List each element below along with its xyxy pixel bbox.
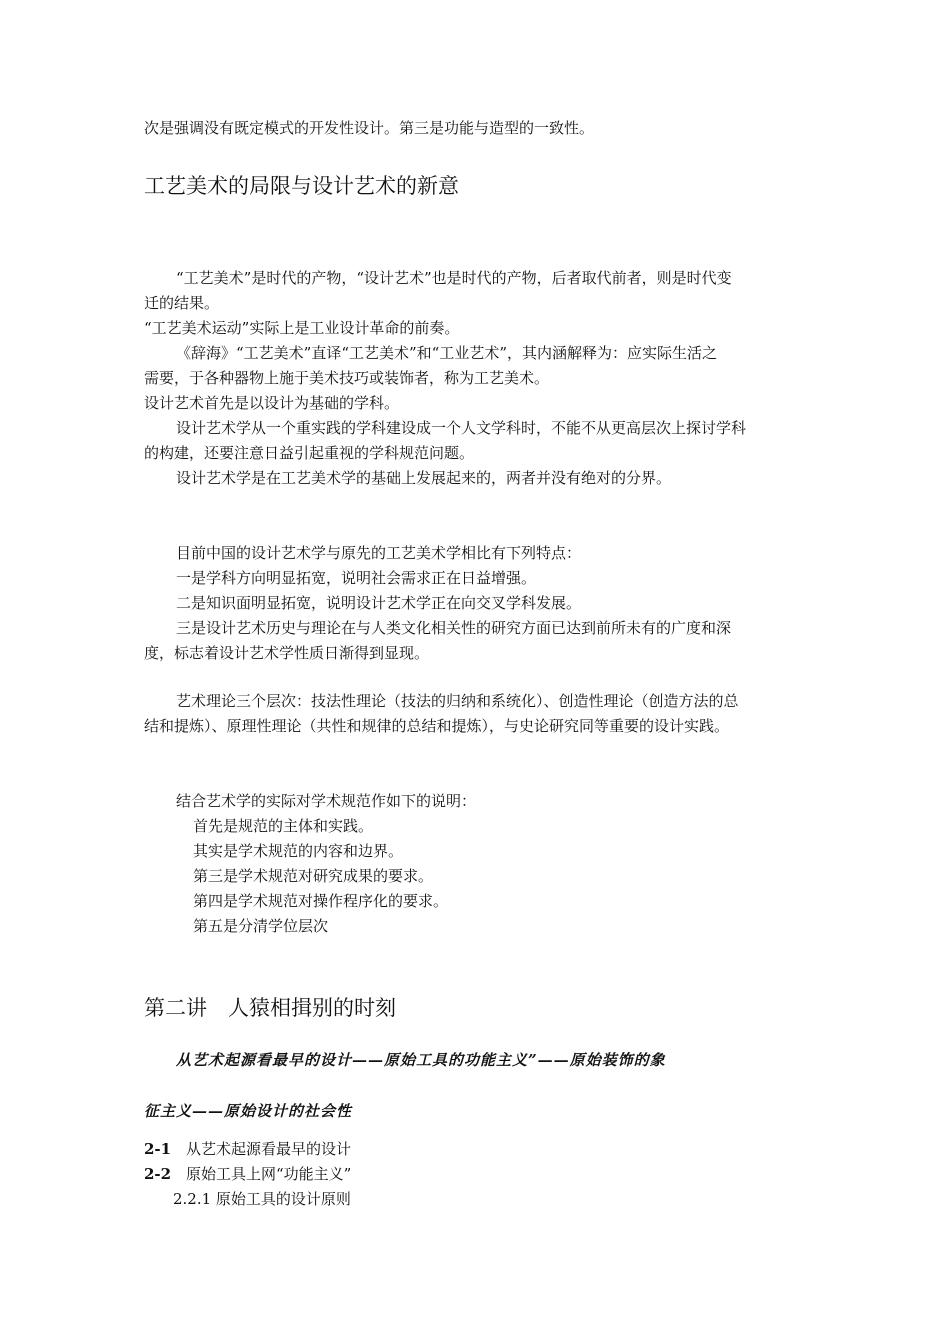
body-line: 《辞海》“工艺美术”直译“工艺美术”和“工业艺术”，其内涵解释为：应实际生活之	[176, 344, 718, 362]
list-item: 第五是分清学位层次	[193, 917, 329, 935]
body-line: 次是强调没有既定模式的开发性设计。第三是功能与造型的一致性。	[144, 119, 595, 137]
body-line: 迁的结果。	[144, 294, 220, 312]
body-line: 设计艺术学是在工艺美术学的基础上发展起来的，两者并没有绝对的分界。	[176, 469, 672, 487]
body-line: 艺术理论三个层次：技法性理论（技法的归纳和系统化）、创造性理论（创造方法的总	[176, 692, 739, 710]
list-item: 首先是规范的主体和实践。	[193, 817, 374, 835]
lecture-subtitle-continued: 征主义——原始设计的社会性	[144, 1102, 353, 1120]
body-line: 设计艺术学从一个重实践的学科建设成一个人文学科时，不能不从更高层次上探讨学科	[176, 419, 747, 437]
toc-subentry: 2.2.1 原始工具的设计原则	[173, 1190, 351, 1208]
body-line: “工艺美术运动”实际上是工业设计革命的前奏。	[144, 319, 460, 337]
body-line: 设计艺术首先是以设计为基础的学科。	[144, 394, 400, 412]
body-line: 目前中国的设计艺术学与原先的工艺美术学相比有下列特点：	[176, 544, 582, 562]
body-line: 二是知识面明显拓宽，说明设计艺术学正在向交叉学科发展。	[176, 594, 582, 612]
body-line: “工艺美术”是时代的产物，“设计艺术”也是时代的产物，后者取代前者，则是时代变	[176, 269, 732, 287]
lecture-heading: 第二讲 人猿相揖别的时刻	[144, 996, 396, 1020]
lecture-subtitle: 从艺术起源看最早的设计——原始工具的功能主义”——原始装饰的象	[176, 1051, 666, 1069]
body-line: 三是设计艺术历史与理论在与人类文化相关性的研究方面已达到前所未有的广度和深	[176, 619, 732, 637]
toc-title: 原始工具上网“功能主义”	[186, 1165, 352, 1183]
body-line: 结合艺术学的实际对学术规范作如下的说明：	[176, 792, 477, 810]
toc-entry	[144, 1139, 351, 1159]
toc-number: 2-1	[144, 1140, 172, 1158]
body-line: 结和提炼）、原理性理论（共性和规律的总结和提炼），与史论研究同等重要的设计实践。	[144, 717, 730, 735]
section-heading: 工艺美术的局限与设计艺术的新意	[144, 174, 459, 198]
list-item: 其实是学术规范的内容和边界。	[193, 842, 404, 860]
body-line: 需要，于各种器物上施于美术技巧或装饰者，称为工艺美术。	[144, 369, 550, 387]
toc-entry	[144, 1164, 351, 1184]
list-item: 第三是学术规范对研究成果的要求。	[193, 867, 434, 885]
body-line: 一是学科方向明显拓宽，说明社会需求正在日益增强。	[176, 569, 537, 587]
list-item: 第四是学术规范对操作程序化的要求。	[193, 892, 449, 910]
toc-number: 2-2	[144, 1165, 172, 1183]
toc-title: 从艺术起源看最早的设计	[186, 1140, 352, 1158]
body-line: 的构建，还要注意日益引起重视的学科规范问题。	[144, 444, 475, 462]
body-line: 度，标志着设计艺术学性质日渐得到显现。	[144, 644, 430, 662]
